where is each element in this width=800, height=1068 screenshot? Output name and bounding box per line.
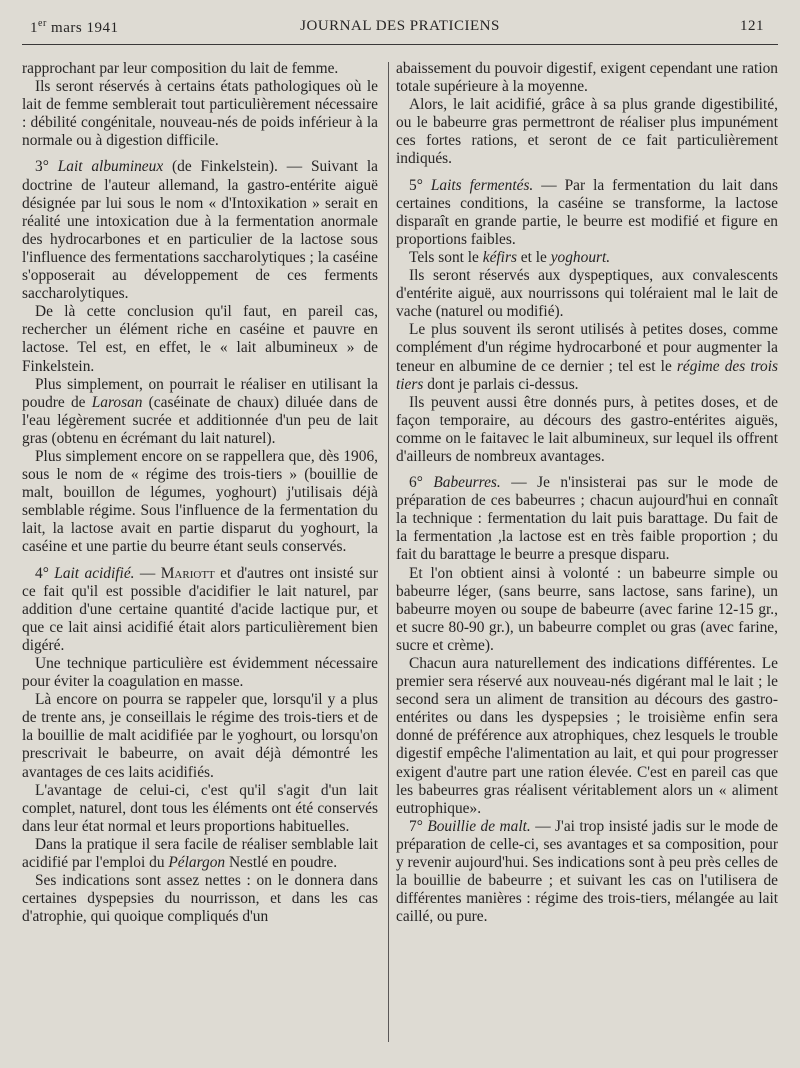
header-date-suffix: er xyxy=(38,18,47,29)
section-title: Laits fermentés. xyxy=(430,176,534,194)
text-run: (caséinate de chaux) diluée dans de l'eau légèrement sucrée et additionnée d'un peu de lait gras (obtenu en écrémant du lait naturel). xyxy=(22,393,378,447)
section-number: 3° xyxy=(35,158,58,176)
product-name: Pélargon xyxy=(168,854,226,872)
header-rule xyxy=(22,44,778,45)
product-name: yoghourt. xyxy=(550,248,611,266)
text-run: Tels sont le xyxy=(409,248,483,266)
section-lait-albumineux xyxy=(22,158,378,303)
product-name: kéfirs xyxy=(482,248,517,266)
paragraph: Ils peuvent aussi être donnés purs, à petites doses, et de façon temporaire, au décours des gastro-entérites aiguës, comme on le faitavec le lait albumineux, sur lequel ils offrent d'ailleurs de nombreux avantages. xyxy=(396,393,778,465)
paragraph: L'avantage de celui-ci, c'est qu'il s'agit d'un lait complet, naturel, dont tous les éléments ont été conservés dans leur état normal et leurs proportions habituelles. xyxy=(22,781,378,835)
section-title: Babeurres. xyxy=(433,474,501,492)
section-babeurres xyxy=(396,474,778,564)
section-number: 4° xyxy=(35,564,55,582)
paragraph: Ses indications sont assez nettes : on le donnera dans certaines dyspepsies du nourrisson, et dans les cas d'atrophie, qui quoique compliqués d'un xyxy=(22,872,378,926)
paragraph: Là encore on pourra se rappeler que, lorsqu'il y a plus de trente ans, je conseillais le régime des trois-tiers et de la bouillie de malt acidifiée par le yoghourt, ou lorsqu'on prescrivait le babeurre, on avait déjà démontré les avantages de ces laits acidifiés. xyxy=(22,691,378,781)
header-date-day: 1 xyxy=(30,20,38,36)
paragraph: abaissement du pouvoir digestif, exigent cependant une ration totale supérieure à la moyenne. xyxy=(396,60,778,96)
section-number: 7° xyxy=(409,817,428,835)
paragraph: De là cette conclusion qu'il faut, en pareil cas, rechercher un élément riche en caséine et pauvre en lactose. Tel est, en effet, le « lait albumineux » de Finkelstein. xyxy=(22,303,378,375)
text-run: dont je parlais ci-dessus. xyxy=(423,375,579,393)
paragraph: Une technique particulière est évidemment nécessaire pour éviter la coagulation en masse. xyxy=(22,655,378,691)
dash: — xyxy=(134,564,161,582)
paragraph: Et l'on obtient ainsi à volonté : un babeurre simple ou babeurre léger, (sans beurre, sans lactose, sans farine), un babeurre moyen ou soupe de babeurre (avec farine 12-15 gr., et sucre 80-90 gr.), un babeurre complet ou gras (avec farine, sucre et crème). xyxy=(396,564,778,654)
section-bouillie-de-malt xyxy=(396,818,778,927)
paragraph: Chacun aura naturellement des indications différentes. Le premier sera réservé aux nouveau-nés digérant mal le lait ; le second sera un aliment de transition au décours des gastro-entérites ou dans les dyspepsies ; le troisième enfin sera donné de préférence aux atrophiques, chez lesquels le trouble digestif empêche l'alimentation au lait, et qui pour progresser exigent d'autre part une ration élevée. C'est en pareil cas que les babeurres gras réalisent véritablement alors un « aliment eutrophique». xyxy=(396,655,778,817)
page-header xyxy=(0,18,800,44)
paragraph: Alors, le lait acidifié, grâce à sa plus grande digestibilité, ou le babeurre gras permettront de réaliser plus impunément ces fortes rations, et seront de ce fait particulièrement indiqués. xyxy=(396,96,778,168)
paragraph: Ils seront réservés aux dyspeptiques, aux convalescents d'entérite aiguë, aux nourrissons qui toléraient mal le lait de vache (naturel ou modifié). xyxy=(396,267,778,321)
right-column xyxy=(396,60,778,926)
section-text: — Je n'insisterai pas sur le mode de préparation de ces babeurres ; chacun aujourd'hui en connaît la technique : fermentation du lait puis barattage. Du fait de la fermentation ,la lactose est en très faible proportion ; du fait du barattage le beurre a presque disparu. xyxy=(396,474,778,564)
section-number: 6° xyxy=(409,474,434,492)
paragraph: rapprochant par leur composition du lait de femme. xyxy=(22,60,339,77)
paragraph xyxy=(22,836,378,872)
section-title: Lait acidifié. xyxy=(54,564,135,582)
section-text: — J'ai trop insisté jadis sur le mode de préparation de celle-ci, ses avantages et sa composition, pour y revenir aujourd'hui. Ses indications sont à peu près celles de la bouillie de babeurre ; et suivant les cas on l'utilisera de différentes manières : régime des trois-tiers, mélangée au lait caillé, ou pure. xyxy=(396,817,779,926)
section-title: Lait albumineux xyxy=(57,158,164,176)
text-run: Nestlé en poudre. xyxy=(225,854,338,872)
section-lait-acidifie xyxy=(22,565,378,655)
column-divider xyxy=(388,62,389,1042)
section-laits-fermentes xyxy=(396,177,778,249)
paragraph xyxy=(396,249,778,267)
text-run: et le xyxy=(516,248,551,266)
section-number: 5° xyxy=(409,176,431,194)
author-name: Mariott xyxy=(160,564,215,582)
section-text: (de Finkelstein). — Suivant la doctrine de l'auteur allemand, la gastro-entérite aiguë désignée par lui sous le nom « d'Intoxikation » serait en réalité une intoxication due à la fermentation anormale des hydrocarbones et en particulier de la lactose sous l'influence des fermentations saccharolytiques ; la caséine s'opposerait au développement de ces ferments saccharolytiques. xyxy=(22,158,378,303)
product-name: Larosan xyxy=(91,393,143,411)
text-run: Le plus souvent ils seront utilisés à petites doses, comme complément d'un régime hydrocarboné et pour augmenter la teneur en albumine de ce dernier ; tel est le xyxy=(396,321,778,375)
section-text: et d'autres ont insisté sur ce fait qu'il est possible d'acidifier le lait naturel, par addition d'une certaine quantité d'acide lactique pur, et que ce lait ainsi acidifié était alors particulièrement bien digéré. xyxy=(22,564,378,654)
page-number: 121 xyxy=(740,18,764,34)
text-run: Plus simplement, on pourrait le réaliser en utilisant la poudre de xyxy=(22,375,378,411)
text-run: Dans la pratique il sera facile de réaliser semblable lait acidifié par l'emploi du xyxy=(22,835,378,872)
paragraph xyxy=(396,321,778,393)
left-column xyxy=(22,60,378,926)
paragraph: Ils seront réservés à certains états pathologiques où le lait de femme semblerait tout particulièrement nécessaire : débilité congénitale, nouveau-nés de poids inférieur à la normale ou à digestion difficile. xyxy=(22,78,378,150)
header-date-month-year: mars 1941 xyxy=(46,20,119,36)
regime-name: régime des trois tiers xyxy=(396,357,778,393)
section-title: Bouillie de malt. xyxy=(427,817,531,835)
paragraph xyxy=(22,376,378,448)
section-text: — Par la fermentation du lait dans certaines conditions, la caséine se transforme, la lactose disparaît en grande partie, le beurre est modifié et figure en proportions faibles. xyxy=(396,176,778,248)
paragraph: Plus simplement encore on se rappellera que, dès 1906, sous le nom de « régime des trois-tiers » (bouillie de malt, bouillon de légumes, yoghourt) j'utilisais déjà semblable régime. Sous l'influence de la fermentation du lait, la lactose avait en partie disparut du yoghourt, la caséine et une partie du beurre étant seuls conservés. xyxy=(22,447,378,556)
journal-title: JOURNAL DES PRATICIENS xyxy=(300,18,500,34)
